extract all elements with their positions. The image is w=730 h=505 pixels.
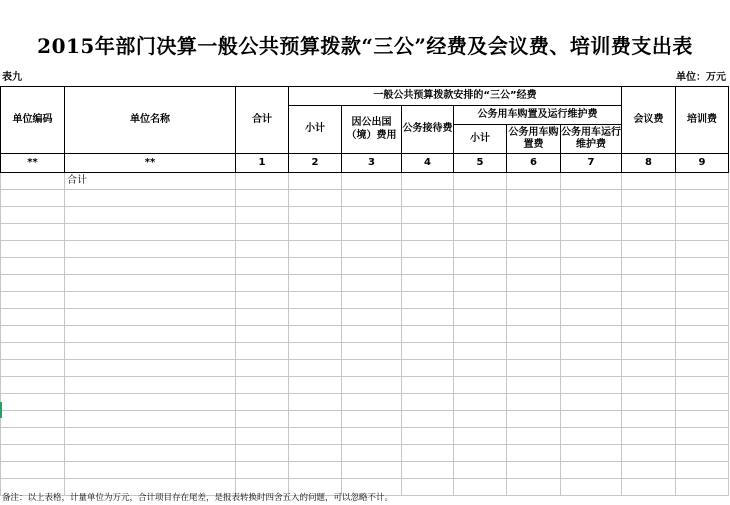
table-cell[interactable] xyxy=(342,190,402,207)
table-cell[interactable] xyxy=(454,462,507,479)
col-header-vehicle-purchase: 公务用车购置费 xyxy=(507,125,561,154)
table-cell[interactable] xyxy=(402,241,454,258)
table-cell[interactable] xyxy=(1,394,65,411)
table-cell[interactable] xyxy=(1,326,65,343)
empty-rows xyxy=(1,190,729,496)
table-cell[interactable] xyxy=(402,173,454,190)
table-cell[interactable] xyxy=(676,428,729,445)
table-cell[interactable] xyxy=(402,224,454,241)
col-header-unit-code: 单位编码 xyxy=(1,87,65,154)
table-cell[interactable] xyxy=(561,292,622,309)
table-cell[interactable] xyxy=(402,292,454,309)
table-cell[interactable] xyxy=(402,360,454,377)
table-cell[interactable] xyxy=(236,292,289,309)
table-cell[interactable] xyxy=(561,445,622,462)
table-row xyxy=(1,360,729,377)
table-row xyxy=(1,292,729,309)
table-cell[interactable] xyxy=(454,428,507,445)
table-cell[interactable] xyxy=(236,326,289,343)
index-cell: ** xyxy=(65,154,236,173)
table-cell[interactable] xyxy=(622,394,676,411)
index-cell: 8 xyxy=(622,154,676,173)
table-cell[interactable] xyxy=(236,241,289,258)
table-row xyxy=(1,326,729,343)
table-cell[interactable] xyxy=(676,394,729,411)
table-cell[interactable] xyxy=(507,377,561,394)
col-header-vehicle-maintenance: 公务用车运行维护费 xyxy=(561,125,622,154)
table-cell[interactable] xyxy=(507,190,561,207)
table-row-total xyxy=(1,173,729,190)
table-cell[interactable] xyxy=(454,479,507,496)
table-cell[interactable] xyxy=(622,190,676,207)
table-cell[interactable] xyxy=(289,445,342,462)
col-header-vehicle-group: 公务用车购置及运行维护费 xyxy=(454,106,622,125)
table-cell[interactable] xyxy=(342,377,402,394)
table-cell[interactable] xyxy=(622,462,676,479)
table-cell[interactable] xyxy=(402,428,454,445)
table-cell[interactable] xyxy=(342,207,402,224)
table-cell[interactable] xyxy=(1,241,65,258)
table-row xyxy=(1,224,729,241)
table-cell[interactable] xyxy=(676,292,729,309)
table-cell[interactable] xyxy=(622,292,676,309)
table-cell[interactable] xyxy=(289,190,342,207)
table-cell[interactable] xyxy=(454,377,507,394)
table-row xyxy=(1,394,729,411)
table-cell[interactable] xyxy=(561,258,622,275)
table-cell[interactable] xyxy=(622,377,676,394)
table-cell[interactable] xyxy=(236,275,289,292)
table-cell[interactable] xyxy=(1,207,65,224)
table-cell[interactable] xyxy=(236,428,289,445)
table-cell[interactable] xyxy=(1,224,65,241)
table-cell[interactable] xyxy=(402,479,454,496)
index-cell: 1 xyxy=(236,154,289,173)
table-cell[interactable] xyxy=(1,190,65,207)
table-cell[interactable] xyxy=(507,207,561,224)
table-number: 表九 xyxy=(2,72,22,83)
table-cell[interactable] xyxy=(1,173,65,190)
col-header-total: 合计 xyxy=(236,87,289,154)
table-cell[interactable] xyxy=(289,326,342,343)
table-row xyxy=(1,275,729,292)
table-cell[interactable] xyxy=(622,309,676,326)
index-cell: ** xyxy=(1,154,65,173)
table-cell[interactable] xyxy=(342,462,402,479)
table-cell[interactable] xyxy=(561,462,622,479)
table-cell[interactable] xyxy=(1,428,65,445)
table-cell[interactable] xyxy=(507,275,561,292)
table-cell[interactable] xyxy=(65,360,236,377)
table-cell[interactable] xyxy=(507,173,561,190)
table-row xyxy=(1,445,729,462)
table-cell[interactable] xyxy=(342,224,402,241)
table-cell[interactable] xyxy=(65,394,236,411)
col-header-training: 培训费 xyxy=(676,87,729,154)
table-cell[interactable] xyxy=(561,173,622,190)
table-row xyxy=(1,462,729,479)
col-header-three-public-group: 一般公共预算拨款安排的“三公”经费 xyxy=(289,87,622,106)
table-cell[interactable] xyxy=(236,190,289,207)
table-cell[interactable] xyxy=(65,292,236,309)
table-cell[interactable] xyxy=(676,326,729,343)
table-row xyxy=(1,309,729,326)
table-row xyxy=(1,343,729,360)
table-cell[interactable] xyxy=(622,241,676,258)
table-cell[interactable] xyxy=(342,309,402,326)
table-cell[interactable] xyxy=(676,377,729,394)
table-cell[interactable] xyxy=(1,377,65,394)
table-cell[interactable] xyxy=(65,258,236,275)
table-cell[interactable] xyxy=(676,411,729,428)
table-cell[interactable] xyxy=(1,445,65,462)
table-cell[interactable] xyxy=(402,326,454,343)
table-cell[interactable] xyxy=(561,479,622,496)
table-cell[interactable] xyxy=(561,275,622,292)
table-cell[interactable] xyxy=(289,462,342,479)
table-cell[interactable] xyxy=(622,445,676,462)
index-cell: 7 xyxy=(561,154,622,173)
table-cell[interactable] xyxy=(454,445,507,462)
total-label-cell[interactable]: 合计 xyxy=(65,173,236,190)
index-cell: 3 xyxy=(342,154,402,173)
table-cell[interactable] xyxy=(507,411,561,428)
table-cell[interactable] xyxy=(454,224,507,241)
expenditure-table xyxy=(0,86,729,496)
table-cell[interactable] xyxy=(507,479,561,496)
table-cell[interactable] xyxy=(561,360,622,377)
table-cell[interactable] xyxy=(676,190,729,207)
table-cell[interactable] xyxy=(236,207,289,224)
table-cell[interactable] xyxy=(454,360,507,377)
table-cell[interactable] xyxy=(65,190,236,207)
table-cell[interactable] xyxy=(289,343,342,360)
table-cell[interactable] xyxy=(454,326,507,343)
table-row xyxy=(1,377,729,394)
table-cell[interactable] xyxy=(507,326,561,343)
table-cell[interactable] xyxy=(65,462,236,479)
table-cell[interactable] xyxy=(342,173,402,190)
table-cell[interactable] xyxy=(676,462,729,479)
table-cell[interactable] xyxy=(454,258,507,275)
table-cell[interactable] xyxy=(402,207,454,224)
table-cell[interactable] xyxy=(622,207,676,224)
table-cell[interactable] xyxy=(454,241,507,258)
table-cell[interactable] xyxy=(289,309,342,326)
table-cell[interactable] xyxy=(402,190,454,207)
table-cell[interactable] xyxy=(676,343,729,360)
table-cell[interactable] xyxy=(65,343,236,360)
table-cell[interactable] xyxy=(342,326,402,343)
table-cell[interactable] xyxy=(561,377,622,394)
table-cell[interactable] xyxy=(622,479,676,496)
table-cell[interactable] xyxy=(1,258,65,275)
table-cell[interactable] xyxy=(676,258,729,275)
table-cell[interactable] xyxy=(507,428,561,445)
table-cell[interactable] xyxy=(454,173,507,190)
table-cell[interactable] xyxy=(454,275,507,292)
footnote: 备注：以上表格，计量单位为万元，合计项目存在尾差，是报表转换时四舍五入的问题，可以忽略不计。 xyxy=(2,493,394,503)
table-cell[interactable] xyxy=(289,377,342,394)
table-cell[interactable] xyxy=(65,377,236,394)
table-cell[interactable] xyxy=(676,241,729,258)
table-cell[interactable] xyxy=(65,326,236,343)
table-cell[interactable] xyxy=(676,173,729,190)
table-cell[interactable] xyxy=(236,309,289,326)
table-cell[interactable] xyxy=(676,445,729,462)
table-cell[interactable] xyxy=(236,360,289,377)
table-cell[interactable] xyxy=(402,258,454,275)
table-cell[interactable] xyxy=(236,411,289,428)
table-cell[interactable] xyxy=(622,326,676,343)
table-cell[interactable] xyxy=(454,394,507,411)
table-cell[interactable] xyxy=(507,241,561,258)
table-cell[interactable] xyxy=(342,275,402,292)
table-cell[interactable] xyxy=(65,309,236,326)
table-cell[interactable] xyxy=(289,258,342,275)
table-cell[interactable] xyxy=(342,445,402,462)
table-cell[interactable] xyxy=(289,428,342,445)
table-cell[interactable] xyxy=(289,394,342,411)
table-cell[interactable] xyxy=(342,292,402,309)
table-cell[interactable] xyxy=(1,309,65,326)
table-row xyxy=(1,428,729,445)
col-header-reception: 公务接待费 xyxy=(402,106,454,154)
table-cell[interactable] xyxy=(676,224,729,241)
table-cell[interactable] xyxy=(507,462,561,479)
table-cell[interactable] xyxy=(622,173,676,190)
table-cell[interactable] xyxy=(402,275,454,292)
table-cell[interactable] xyxy=(1,343,65,360)
table-cell[interactable] xyxy=(65,445,236,462)
col-header-meeting: 会议费 xyxy=(622,87,676,154)
table-cell[interactable] xyxy=(507,343,561,360)
table-cell[interactable] xyxy=(289,241,342,258)
table-cell[interactable] xyxy=(622,224,676,241)
table-cell[interactable] xyxy=(622,343,676,360)
index-cell: 4 xyxy=(402,154,454,173)
table-cell[interactable] xyxy=(402,462,454,479)
table-cell[interactable] xyxy=(561,394,622,411)
table-cell[interactable] xyxy=(454,292,507,309)
table-cell[interactable] xyxy=(1,275,65,292)
table-cell[interactable] xyxy=(676,275,729,292)
table-cell[interactable] xyxy=(342,241,402,258)
col-header-vehicle-subtotal: 小计 xyxy=(454,125,507,154)
table-cell[interactable] xyxy=(236,258,289,275)
table-cell[interactable] xyxy=(65,275,236,292)
table-row xyxy=(1,411,729,428)
table-cell[interactable] xyxy=(402,445,454,462)
index-cell: 6 xyxy=(507,154,561,173)
table-cell[interactable] xyxy=(342,394,402,411)
table-cell[interactable] xyxy=(507,224,561,241)
index-cell: 5 xyxy=(454,154,507,173)
table-cell[interactable] xyxy=(561,190,622,207)
table-cell[interactable] xyxy=(65,207,236,224)
table-cell[interactable] xyxy=(676,360,729,377)
table-cell[interactable] xyxy=(1,411,65,428)
table-cell[interactable] xyxy=(289,224,342,241)
table-cell[interactable] xyxy=(622,275,676,292)
table-cell[interactable] xyxy=(507,445,561,462)
table-cell[interactable] xyxy=(561,241,622,258)
table-cell[interactable] xyxy=(65,428,236,445)
table-cell[interactable] xyxy=(342,428,402,445)
table-cell[interactable] xyxy=(402,309,454,326)
table-cell[interactable] xyxy=(289,292,342,309)
table-cell[interactable] xyxy=(65,224,236,241)
table-cell[interactable] xyxy=(507,394,561,411)
table-cell[interactable] xyxy=(561,207,622,224)
table-cell[interactable] xyxy=(342,343,402,360)
table-cell[interactable] xyxy=(561,343,622,360)
table-cell[interactable] xyxy=(561,224,622,241)
table-row xyxy=(1,241,729,258)
table-cell[interactable] xyxy=(676,207,729,224)
table-cell[interactable] xyxy=(561,326,622,343)
table-cell[interactable] xyxy=(622,258,676,275)
unit-label: 单位：万元 xyxy=(676,72,726,83)
table-cell[interactable] xyxy=(289,360,342,377)
table-cell[interactable] xyxy=(402,394,454,411)
table-cell[interactable] xyxy=(65,411,236,428)
table-cell[interactable] xyxy=(507,292,561,309)
table-cell[interactable] xyxy=(289,275,342,292)
table-row xyxy=(1,207,729,224)
table-cell[interactable] xyxy=(454,411,507,428)
page-title: 2015年部门决算一般公共预算拨款“三公”经费及会议费、培训费支出表 xyxy=(37,34,693,58)
table-cell[interactable] xyxy=(402,343,454,360)
table-cell[interactable] xyxy=(507,258,561,275)
table-cell[interactable] xyxy=(236,224,289,241)
col-header-subtotal: 小计 xyxy=(289,106,342,154)
table-cell[interactable] xyxy=(1,360,65,377)
table-cell[interactable] xyxy=(342,258,402,275)
table-cell[interactable] xyxy=(402,377,454,394)
table-cell[interactable] xyxy=(342,411,402,428)
table-cell[interactable] xyxy=(676,479,729,496)
table-cell[interactable] xyxy=(236,462,289,479)
col-header-unit-name: 单位名称 xyxy=(65,87,236,154)
table-cell[interactable] xyxy=(1,292,65,309)
table-row xyxy=(1,190,729,207)
table-cell[interactable] xyxy=(561,411,622,428)
index-cell: 2 xyxy=(289,154,342,173)
table-cell[interactable] xyxy=(561,309,622,326)
table-cell[interactable] xyxy=(236,343,289,360)
col-header-abroad: 因公出国（境）费用 xyxy=(342,106,402,154)
table-cell[interactable] xyxy=(507,360,561,377)
table-cell[interactable] xyxy=(236,394,289,411)
index-cell: 9 xyxy=(676,154,729,173)
table-cell[interactable] xyxy=(402,411,454,428)
table-cell[interactable] xyxy=(236,445,289,462)
table-cell[interactable] xyxy=(236,173,289,190)
table-cell[interactable] xyxy=(454,207,507,224)
table-cell[interactable] xyxy=(676,309,729,326)
table-cell[interactable] xyxy=(454,190,507,207)
table-cell[interactable] xyxy=(454,309,507,326)
table-cell[interactable] xyxy=(622,428,676,445)
table-cell[interactable] xyxy=(289,207,342,224)
table-cell[interactable] xyxy=(622,360,676,377)
table-cell[interactable] xyxy=(289,411,342,428)
table-cell[interactable] xyxy=(342,360,402,377)
table-cell[interactable] xyxy=(236,377,289,394)
table-cell[interactable] xyxy=(454,343,507,360)
table-cell[interactable] xyxy=(507,309,561,326)
table-cell[interactable] xyxy=(289,173,342,190)
table-cell[interactable] xyxy=(561,428,622,445)
table-cell[interactable] xyxy=(1,462,65,479)
cell-selection-marker xyxy=(0,402,2,418)
table-cell[interactable] xyxy=(622,411,676,428)
table-row xyxy=(1,258,729,275)
table-cell[interactable] xyxy=(65,241,236,258)
